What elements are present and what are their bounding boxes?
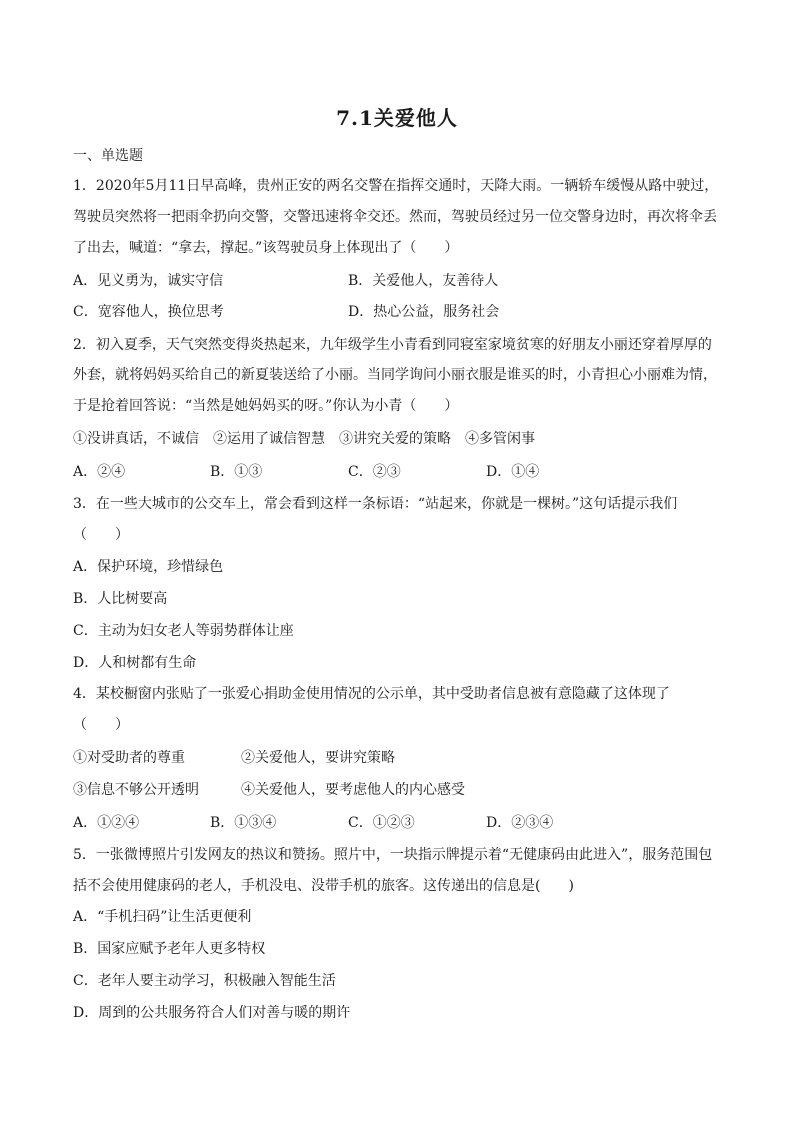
q5-option-c: C．老年人要主动学习，积极融入智能生活 (73, 973, 336, 989)
q3-line-1: 3．在一些大城市的公交车上，常会看到这样一条标语：“站起来，你就是一棵树。”这句话提示我们 (73, 496, 678, 512)
q1-option-a: A．见义勇为，诚实守信 (73, 273, 224, 289)
q4-line-2: （ ） (73, 717, 129, 733)
q4-statement-1: ①对受助者的尊重 (73, 750, 185, 766)
q3-option-c: C．主动为妇女老人等弱势群体让座 (73, 623, 294, 639)
q3-option-d: D．人和树都有生命 (73, 655, 197, 671)
q1-option-d: D．热心公益，服务社会 (348, 304, 500, 320)
q5-option-a: A．“手机扫码”让生活更便利 (73, 909, 252, 925)
q4-statement-2: ②关爱他人，要讲究策略 (241, 750, 395, 766)
q3-option-b: B．人比树要高 (73, 591, 168, 607)
q2-option-b: B．①③ (210, 464, 263, 480)
q4-option-c: C．①②③ (348, 815, 415, 831)
q5-option-b: B．国家应赋予老年人更多特权 (73, 941, 266, 957)
q1-line-3: 了出去，喊道：“拿去，撑起。”该驾驶员身上体现出了（ ） (73, 240, 459, 256)
q1-option-c: C．宽容他人，换位思考 (73, 304, 224, 320)
q4-option-a: A．①②④ (73, 815, 140, 831)
q2-option-c: C．②③ (348, 464, 401, 480)
section-heading: 一、单选题 (73, 148, 143, 164)
q3-line-2: （ ） (73, 527, 129, 543)
q5-line-2: 括不会使用健康码的老人，手机没电、没带手机的旅客。这传递出的信息是( ) (73, 878, 574, 894)
q1-line-2: 驾驶员突然将一把雨伞扔向交警，交警迅速将伞交还。然而，驾驶员经过另一位交警身边时，再次将伞丢 (73, 209, 717, 225)
q4-line-1: 4．某校橱窗内张贴了一张爱心捐助金使用情况的公示单，其中受助者信息被有意隐藏了这体现了 (73, 686, 670, 702)
q2-option-a: A．②④ (73, 464, 126, 480)
q4-option-d: D．②③④ (486, 815, 554, 831)
q2-line-1: 2．初入夏季，天气突然变得炎热起来，九年级学生小青看到同寝室家境贫寒的好朋友小丽还穿着厚厚的 (73, 337, 712, 353)
q4-option-b: B．①③④ (210, 815, 277, 831)
q1-line-1: 1．2020年5月11日早高峰，贵州正安的两名交警在指挥交通时，天降大雨。一辆轿车缓慢从路中驶过， (73, 178, 719, 194)
q2-line-2: 外套，就将妈妈买给自己的新夏装送给了小丽。当同学询问小丽衣服是谁买的时，小青担心小丽难为情， (73, 367, 717, 383)
page-title: 7.1关爱他人 (336, 106, 458, 130)
q2-statements: ①没讲真话，不诚信 ②运用了诚信智慧 ③讲究关爱的策略 ④多管闲事 (73, 431, 535, 447)
q2-line-3: 于是抢着回答说：“当然是她妈妈买的呀。”你认为小青（ ） (73, 398, 459, 414)
q4-statement-4: ④关爱他人，要考虑他人的内心感受 (241, 782, 465, 798)
q3-option-a: A．保护环境，珍惜绿色 (73, 559, 224, 575)
q1-option-b: B．关爱他人，友善待人 (348, 273, 499, 289)
q2-option-d: D．①④ (486, 464, 540, 480)
q5-line-1: 5．一张微博照片引发网友的热议和赞扬。照片中，一块指示牌提示着“无健康码由此进入”，服务范围包 (73, 847, 713, 863)
q5-option-d: D．周到的公共服务符合人们对善与暖的期许 (73, 1005, 351, 1021)
q4-statement-3: ③信息不够公开透明 (73, 782, 199, 798)
